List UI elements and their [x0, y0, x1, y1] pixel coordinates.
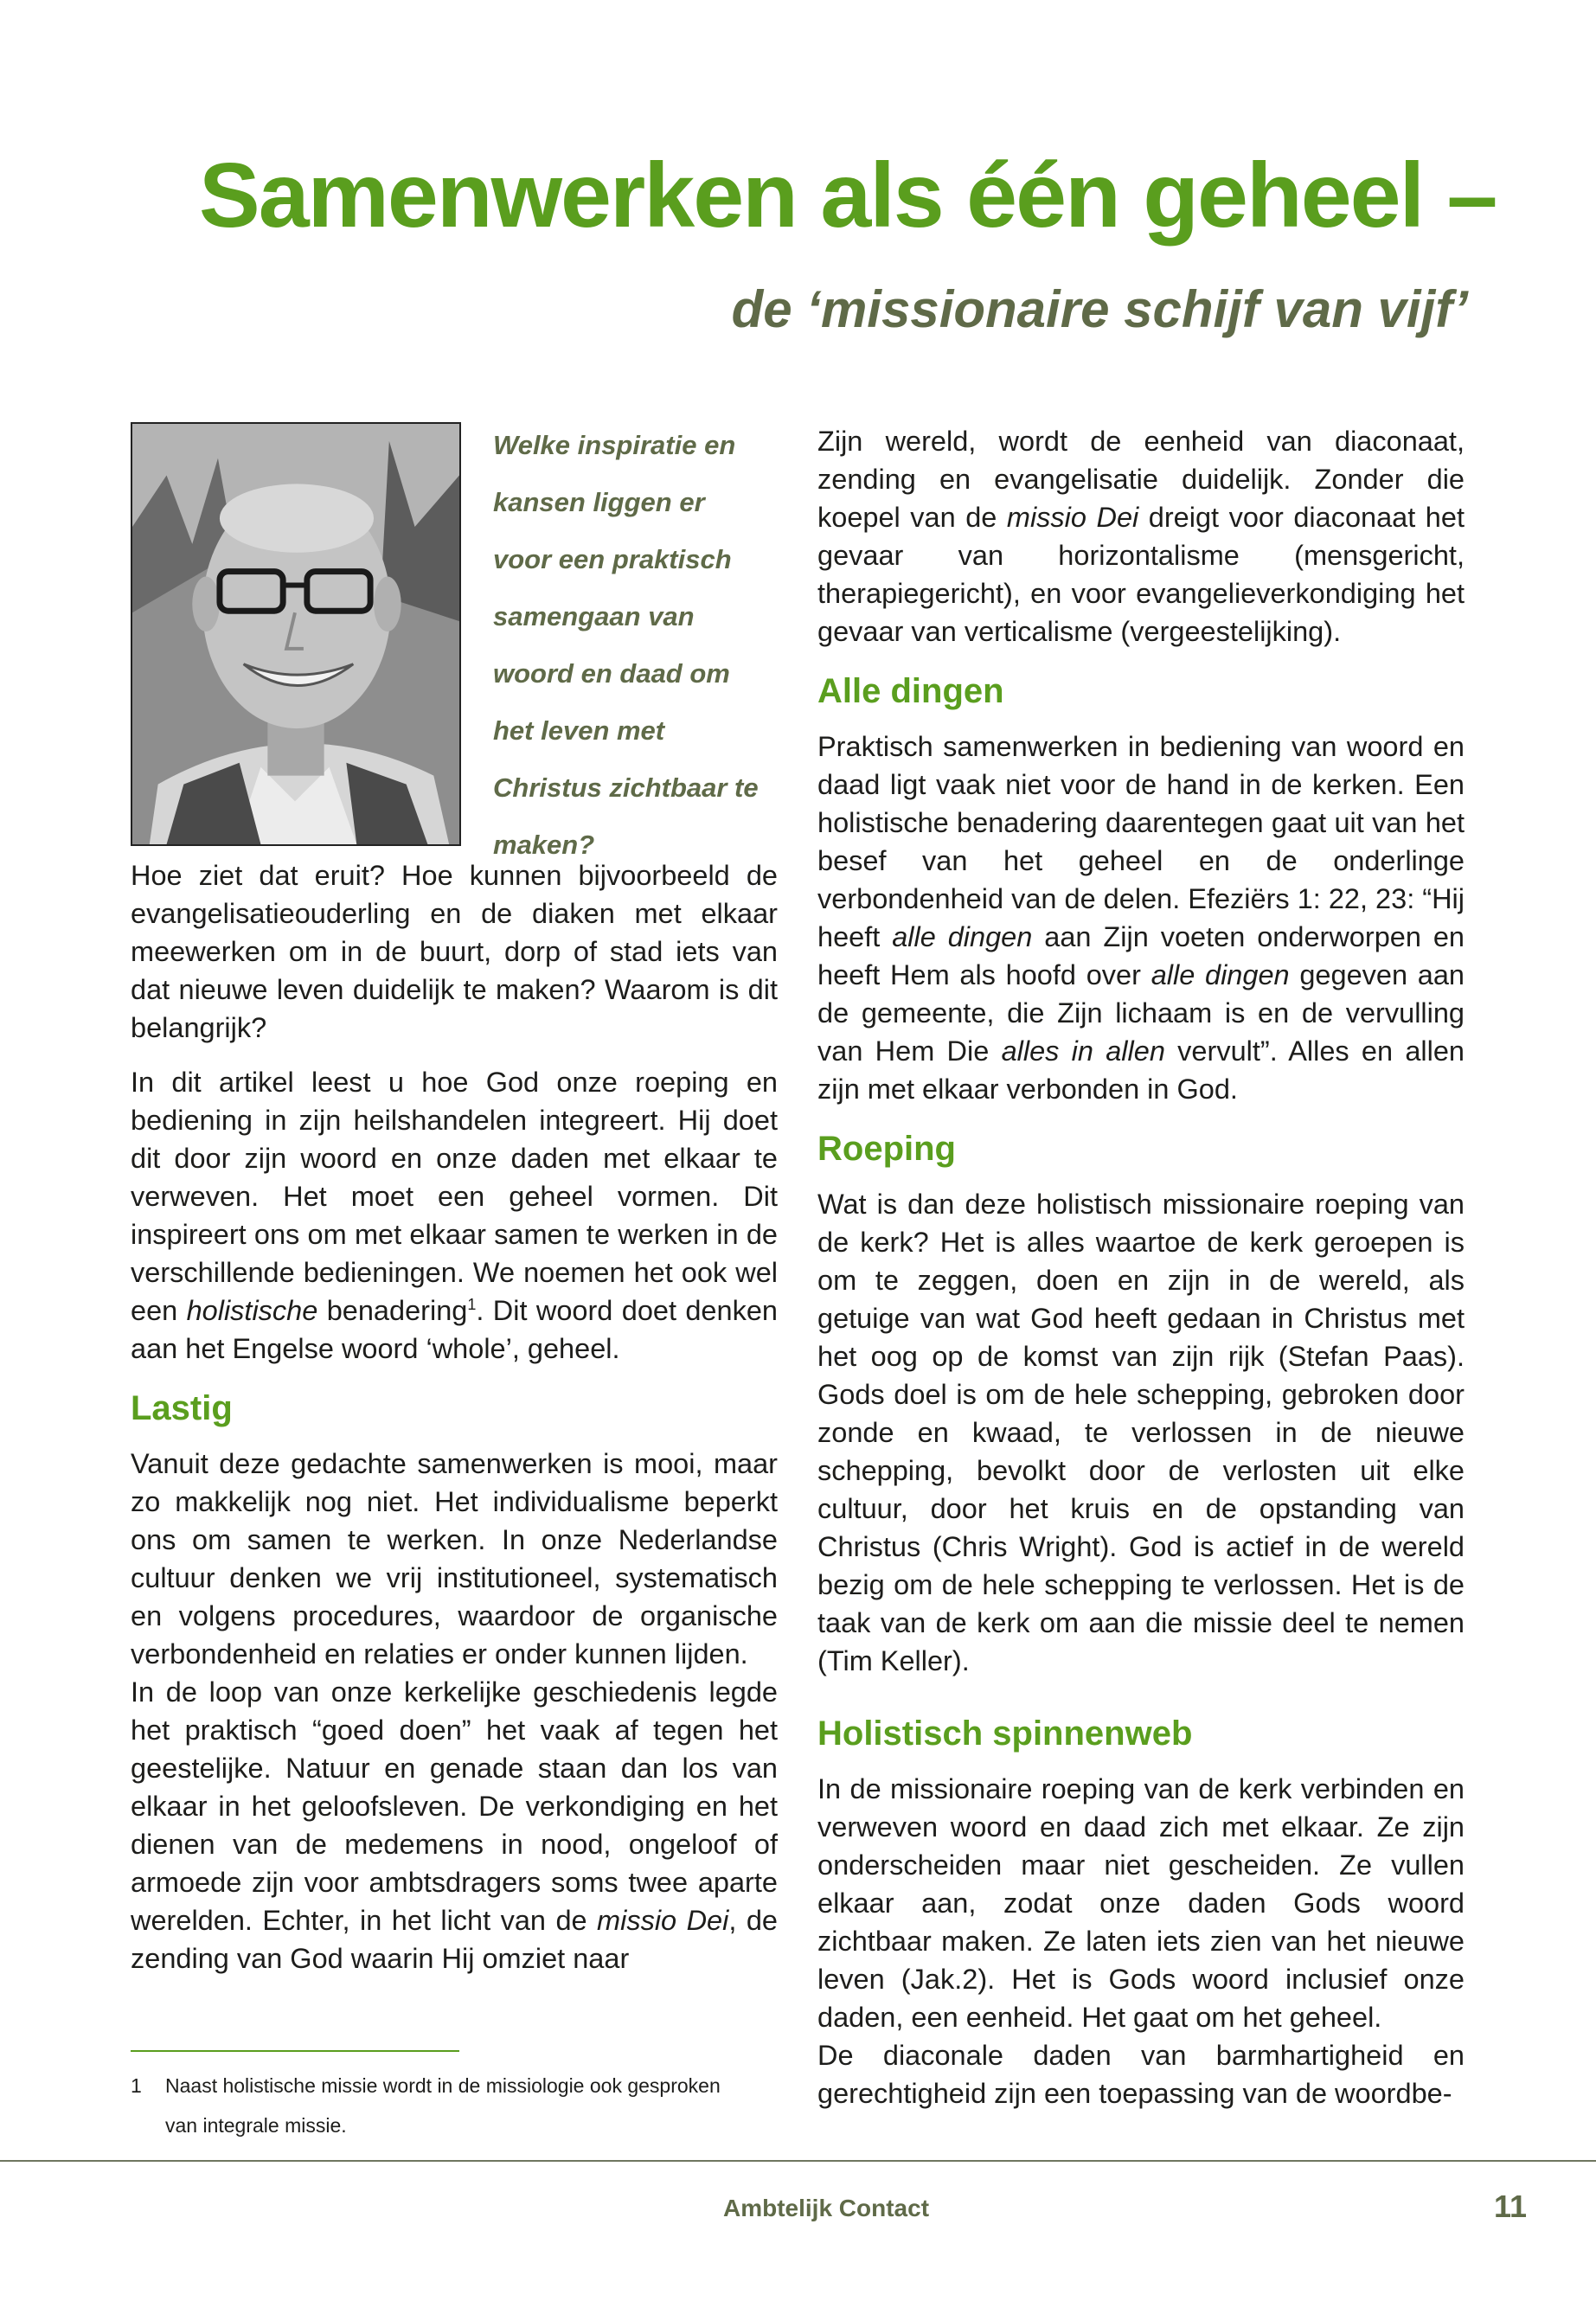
page-number: 11 [1494, 2189, 1528, 2224]
heading-holistisch-spinnenweb: Holistisch spinnenweb [817, 1715, 1193, 1753]
portrait-photo [131, 422, 461, 846]
footnote-line-2: van integrale missie. [165, 2114, 347, 2137]
left-paragraph-1: Hoe ziet dat eruit? Hoe kunnen bijvoorbeeld de evangelisatieouderling en de diaken met elkaar meewerken om in de buurt, dorp of stad iets van dat nieuwe leven duidelijk te maken? Waarom is dit belangrijk? [131, 860, 778, 1043]
footnote-number: 1 [131, 2074, 142, 2097]
portrait-illustration [132, 424, 459, 844]
right-column [817, 422, 1465, 2129]
left-column [131, 856, 778, 1994]
left-paragraph-2: In dit artikel leest u hoe God onze roeping en bediening in zijn heilshandelen integreert. Hij doet dit door zijn woord en onze daden met elkaar te verweven. Het moet een geheel vormen. Dit inspireert ons om met elkaar samen te werken in de verschillende bedieningen. We noemen het ook wel een holistische benadering$^1$. Dit woord doet denken aan het Engelse woord ‘whole’, geheel. [131, 1067, 778, 1364]
article-subtitle: de ‘missionaire schijf van vijf’ [731, 280, 1468, 338]
footer-divider [0, 2160, 1596, 2162]
heading-alle-dingen: Alle dingen [817, 672, 1004, 710]
left-paragraph-3: Vanuit deze gedachte samenwerken is mooi, maar zo makkelijk nog niet. Het individualisme beperkt ons om samen te werken. In onze Nederlandse cultuur denken we vrij institutioneel, systematisch en volgens procedures, waardoor de organische verbondenheid en relaties er onder kunnen lijden. [131, 1448, 778, 1670]
right-paragraph-4: In de missionaire roeping van de kerk verbinden en verweven woord en daad zich met elkaar. Ze zijn onderscheiden maar niet gescheiden. Ze vullen elkaar aan, zodat onze daden Gods woord zichtbaar maken. Ze laten iets zien van het nieuwe leven (Jak.2). Het is Gods woord inclusief onze daden, een eenheid. Het gaat om het geheel. [817, 1773, 1465, 2033]
footnote-divider [131, 2050, 459, 2052]
right-paragraph-1: Zijn wereld, wordt de eenheid van diaconaat, zending en evangelisatie duidelijk. Zonder die koepel van de missio Dei dreigt voor diaconaat het gevaar van horizontalisme (mensgericht, therapiegericht), en voor evangelieverkondiging het gevaar van verticalisme (vergeestelijking). [817, 426, 1465, 647]
intro-quote: Welke inspiratie en kansen liggen er voor een praktisch samengaan van woord en daad om het leven met Christus zichtbaar te maken? [493, 430, 759, 860]
right-paragraph-5: De diaconale daden van barmhartigheid en gerechtigheid zijn een toepassing van de woordbe- [817, 2040, 1465, 2109]
footnote [131, 2066, 788, 2145]
footnote-reference: 1 [467, 1296, 477, 1314]
left-paragraph-4: In de loop van onze kerkelijke geschiedenis legde het praktisch “goed doen” het vaak af tegen het geestelijke. Natuur en genade staan dan los van elkaar in het geloofsleven. De verkondiging en het dienen van de medemens in nood, ongeloof of armoede zijn voor ambtsdragers soms twee aparte werelden. Echter, in het licht van de missio Dei, de zending van God waarin Hij omziet naar [131, 1676, 778, 1974]
article-title: Samenwerken als één geheel – [199, 144, 1497, 247]
footer-journal-name: Ambtelijk Contact [723, 2195, 930, 2221]
heading-roeping: Roeping [817, 1130, 956, 1168]
heading-lastig: Lastig [131, 1389, 233, 1427]
right-paragraph-2: Praktisch samenwerken in bediening van woord en daad ligt vaak niet voor de hand in de kerken. Een holistische benadering daarentegen gaat uit van het besef van het geheel en de onderlinge verbondenheid van de delen. Efeziërs 1: 22, 23: “Hij heeft alle dingen aan Zijn voeten onderworpen en heeft Hem als hoofd over alle dingen gegeven aan de gemeente, die Zijn lichaam is en de vervulling van Hem Die alles in allen vervult”. Alles en allen zijn met elkaar verbonden in God. [817, 731, 1465, 1105]
footnote-line-1: Naast holistische missie wordt in de missiologie ook gesproken [165, 2074, 721, 2097]
right-paragraph-3: Wat is dan deze holistisch missionaire roeping van de kerk? Het is alles waartoe de kerk geroepen is om te zeggen, doen en zijn in de wereld, als getuige van wat God heeft gedaan in Christus met het oog op de komst van zijn rijk (Stefan Paas). Gods doel is om de hele schepping, gebroken door zonde en kwaad, te verlossen in de nieuwe schepping, bevolkt door de verlosten uit elke cultuur, door het kruis en de opstanding van Christus (Chris Wright). God is actief in de wereld bezig om de hele schepping te verlossen. Het is de taak van de kerk om aan die missie deel te nemen (Tim Keller). [817, 1189, 1465, 1676]
